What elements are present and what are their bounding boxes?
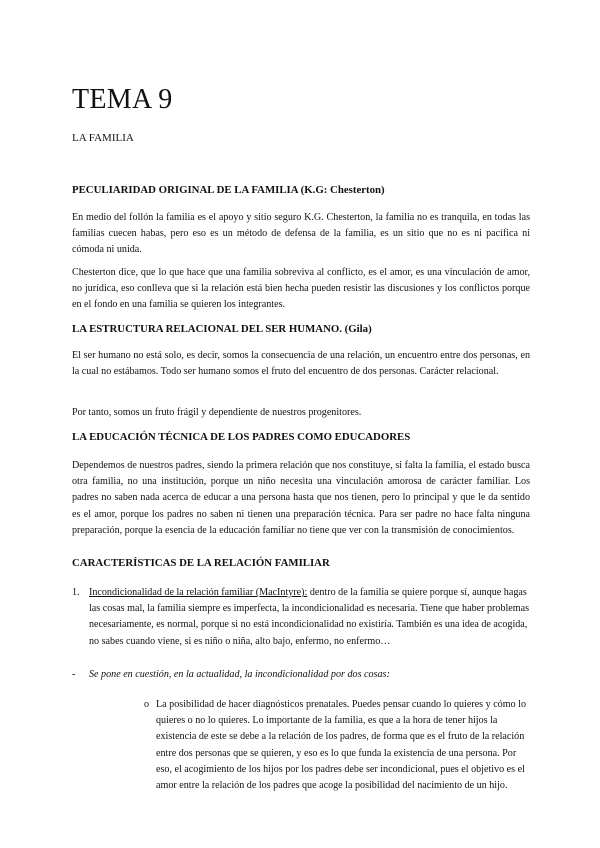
section-heading-estructura: LA ESTRUCTURA RELACIONAL DEL SER HUMANO. (Gila)	[72, 323, 372, 335]
section-heading-peculiaridad: PECULIARIDAD ORIGINAL DE LA FAMILIA (K.G: Chesterton)	[72, 184, 385, 196]
paragraph: Dependemos de nuestros padres, siendo la primera relación que nos constituye, si falta la familia, el estado busca otra familia, no una institución, porque un niño necesita una vinculación amorosa de carácter familiar. Los padres no saben nada acerca de educar a una persona hasta que nos tienen, pero lo principal y que le da sentido es el amor, porque los padres no saben ni tienen una preparación técnica. Para ser padre no hace falta ninguna preparación, porque la esencia de la educación familiar no tiene que ver con la transmisión de conocimientos.	[72, 460, 530, 536]
page-subtitle: LA FAMILIA	[72, 132, 134, 144]
dash-item-text: Se pone en cuestión, en la actualidad, la incondicionalidad por dos cosas:	[89, 669, 390, 680]
sub-item	[144, 697, 530, 794]
paragraph: Por tanto, somos un fruto frágil y dependiente de nuestros progenitores.	[72, 407, 362, 418]
list-item-lead: Incondicionalidad de la relación familiar (MacIntyre):	[89, 587, 308, 598]
dash-item	[72, 667, 530, 683]
section-heading-educacion: LA EDUCACIÓN TÉCNICA DE LOS PADRES COMO EDUCADORES	[72, 431, 411, 443]
section-heading-caracteristicas: CARACTERÍSTICAS DE LA RELACIÓN FAMILIAR	[72, 557, 330, 569]
list-number: 1.	[72, 587, 80, 598]
paragraph: Chesterton dice, que lo que hace que una familia sobreviva al conflicto, es el amor, es una vinculación de amor, no jurídica, eso conlleva que si la relación está bien hecha pueden resistir las discusiones y los conflictos porque en el fondo en una familia se quieren los integrantes.	[72, 267, 530, 311]
list-item	[72, 585, 530, 650]
sub-item-text: La posibilidad de hacer diagnósticos prenatales. Puedes pensar cuando lo quieres y cómo lo quieres o no lo quieres. Lo importante de la familia, es que a la hora de tener hijos la existencia de este se debe a la relación de los padres, de forma que es el fruto de la relación entre dos personas que se quieren, y eso es lo que funda la existencia de una persona. Por eso, el acogimiento de los hijos por los padres debe ser incondicional, pues el objetivo es el amor entre la relación de los padres que acoge la posibilidad del nacimiento de un hijo.	[156, 699, 526, 792]
dash-mark: -	[72, 669, 76, 680]
list-item-body	[89, 585, 530, 650]
bullet-o-mark: o	[144, 699, 150, 710]
list-item-text: dentro de la familia se quiere porque sí, aunque hagas las cosas mal, la familia siempre es imperfecta, la incondicionalidad es necesaria. Tiene que haber problemas necesariamente, es normal, porque si no está incondicionalidad no existiría. También es una idea de acogida, no sabes cuando viene, si es niño o niña, alto bajo, enfermo, no enfermo…	[89, 587, 530, 647]
paragraph: El ser humano no está solo, es decir, somos la consecuencia de una relación, un encuentro entre dos personas, en la cual no estábamos. Todo ser humano somos el fruto del encuentro de dos personas. Carácter relacional.	[72, 350, 530, 378]
page-title: TEMA 9	[72, 84, 173, 115]
paragraph: En medio del follón la familia es el apoyo y sitio seguro K.G. Chesterton, la familia no es tranquila, en todas las familias cuecen habas, pero eso es un método de defensa de la familia, es un sitio que no es ni pacífica ni cómoda ni unida.	[72, 212, 530, 256]
